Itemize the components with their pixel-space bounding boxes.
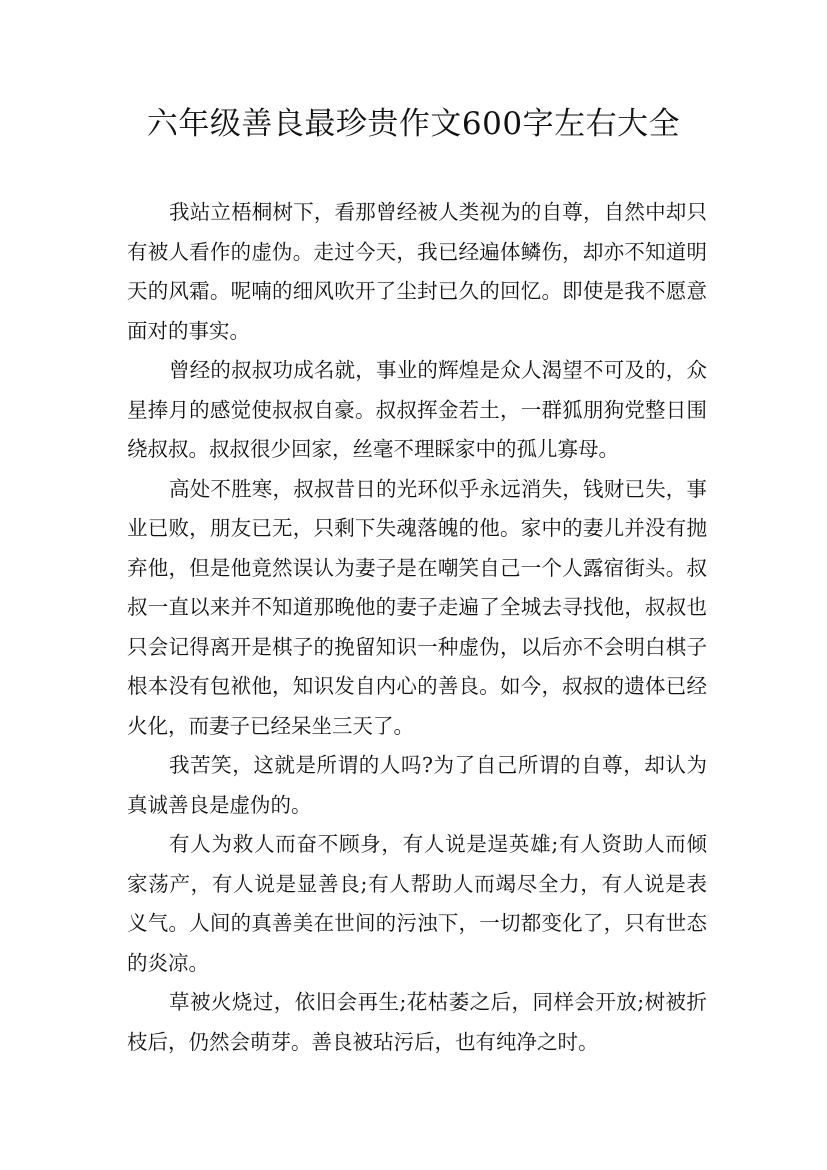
paragraph-1: 我站立梧桐树下，看那曾经被人类视为的自尊，自然中却只有被人看作的虚伪。走过今天，我已经遍体鳞伤，却亦不知道明天的风霜。呢喃的细风吹开了尘封已久的回忆。即使是我不愿意面对的事实。 [127,200,707,343]
document-title: 六年级善良最珍贵作文600字左右大全 [146,106,681,142]
paragraph-5: 有人为救人而奋不顾身，有人说是逞英雄;有人资助人而倾家荡产，有人说是显善良;有人帮助人而竭尽全力，有人说是表义气。人间的真善美在世间的污浊下，一切都变化了，只有世态的炎凉。 [127,832,707,975]
paragraph-3: 高处不胜寒，叔叔昔日的光环似乎永远消失，钱财已失，事业已败，朋友已无，只剩下失魂落魄的他。家中的妻儿并没有抛弃他，但是他竟然误认为妻子是在嘲笑自己一个人露宿街头。叔叔一直以来并不知道那晚他的妻子走遍了全城去寻找他，叔叔也只会记得离开是棋子的挽留知识一种虚伪，以后亦不会明白棋子根本没有包袱他，知识发自内心的善良。如今，叔叔的遗体已经火化，而妻子已经呆坐三天了。 [127,476,707,738]
document-body [127,193,707,1062]
paragraph-6: 草被火烧过，依旧会再生;花枯萎之后，同样会开放;树被折枝后，仍然会萌芽。善良被玷污后，也有纯净之时。 [127,990,707,1054]
paragraph-2: 曾经的叔叔功成名就，事业的辉煌是众人渴望不可及的，众星捧月的感觉使叔叔自豪。叔叔挥金若土，一群狐朋狗党整日围绕叔叔。叔叔很少回家，丝毫不理睬家中的孤儿寡母。 [127,358,707,461]
paragraph-4: 我苦笑，这就是所谓的人吗?为了自己所谓的自尊，却认为真诚善良是虚伪的。 [127,753,707,817]
